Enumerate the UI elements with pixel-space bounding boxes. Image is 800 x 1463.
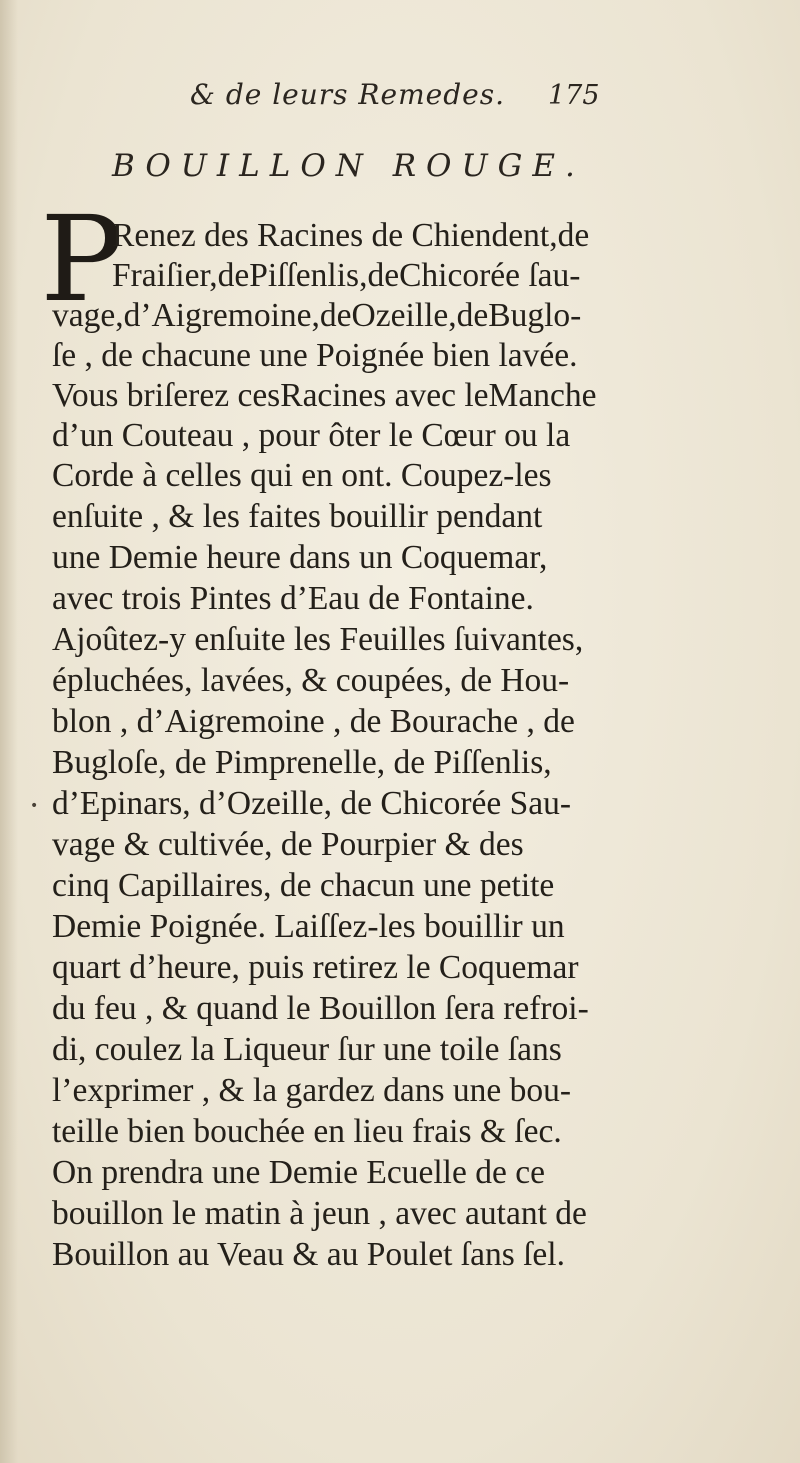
text-line: teille bien bouchée en lieu frais & ſec. (52, 1113, 562, 1150)
text-line: Vous briſerez cesRacines avec leManche (52, 377, 597, 414)
text-line: cinq Capillaires, de chacun une petite (52, 867, 555, 904)
text-line: Demie Poignée. Laiſſez-les bouillir un (52, 908, 565, 945)
text-line: Corde à celles qui en ont. Coupez-les (52, 457, 552, 494)
text-line: épluchées, lavées, & coupées, de Hou- (52, 662, 570, 699)
running-head (190, 78, 590, 118)
text-line: une Demie heure dans un Coquemar, (52, 539, 548, 576)
text-line: avec trois Pintes d’Eau de Fontaine. (52, 580, 534, 617)
running-head-text: & de leurs Remedes. (190, 78, 505, 111)
text-line: l’exprimer , & la gardez dans une bou- (52, 1072, 572, 1109)
text-line: bouillon le matin à jeun , avec autant de (52, 1195, 587, 1232)
section-title: BOUILLON ROUGE. (112, 148, 585, 184)
text-line: Ajoûtez-y enſuite les Feuilles ſuivantes, (52, 621, 584, 658)
text-line: enſuite , & les faites bouillir pendant (52, 498, 543, 535)
page-number: 175 (548, 80, 600, 111)
text-line: blon , d’Aigremoine , de Bourache , de (52, 703, 575, 740)
text-line: On prendra une Demie Ecuelle de ce (52, 1154, 545, 1191)
margin-mark: • (30, 798, 39, 814)
text-line: ſe , de chacune une Poignée bien lavée. (52, 337, 578, 374)
text-line: Bugloſe, de Pimprenelle, de Piſſenlis, (52, 744, 552, 781)
text-line: d’un Couteau , pour ôter le Cœur ou la (52, 417, 571, 454)
text-line: di, coulez la Liqueur ſur une toile ſans (52, 1031, 562, 1068)
text-line: Bouillon au Veau & au Poulet ſans ſel. (52, 1236, 565, 1273)
text-line: Renez des Racines de Chiendent,de (112, 217, 590, 254)
text-line: vage & cultivée, de Pourpier & des (52, 826, 524, 863)
text-line: vage,d’Aigremoine,deOzeille,deBuglo- (52, 297, 582, 334)
gutter-shadow (0, 0, 18, 1463)
text-line: Fraiſier,dePiſſenlis,deChicorée ſau- (112, 257, 581, 294)
text-line: d’Epinars, d’Ozeille, de Chicorée Sau- (52, 785, 572, 822)
text-line: du feu , & quand le Bouillon ſera refroi- (52, 990, 589, 1027)
text-line: quart d’heure, puis retirez le Coquemar (52, 949, 579, 986)
drop-cap: P (40, 190, 124, 328)
